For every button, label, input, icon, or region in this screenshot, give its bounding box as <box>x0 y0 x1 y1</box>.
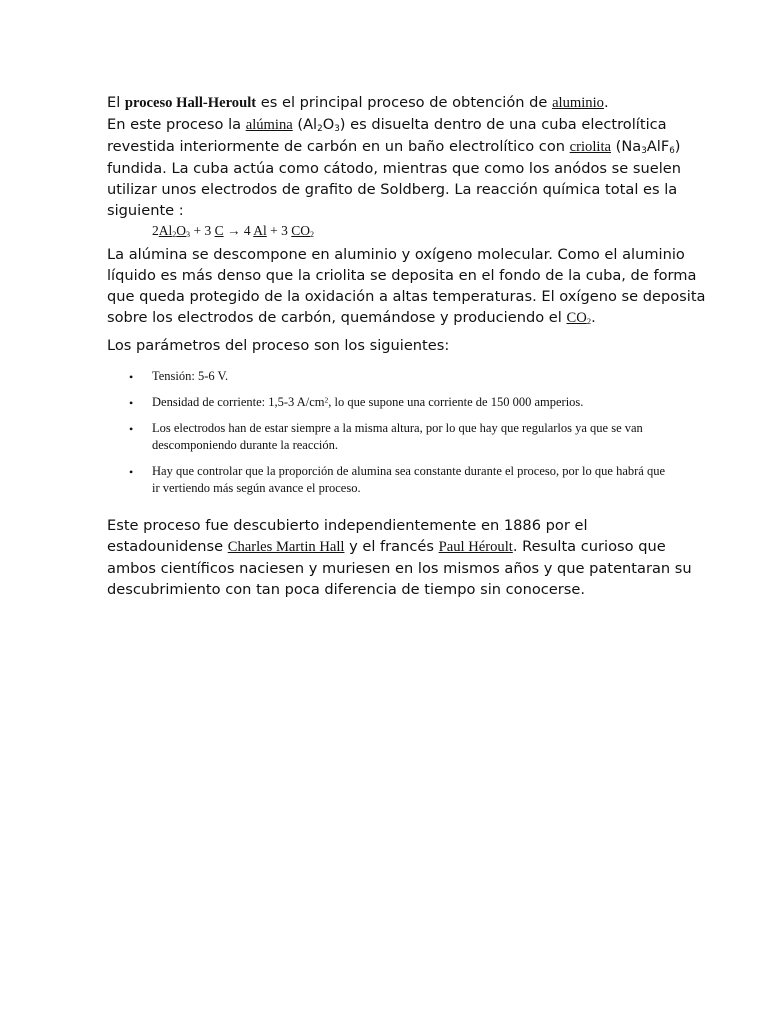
intro-line-2 <box>107 114 677 136</box>
text: En este proceso la <box>107 116 246 133</box>
list-item-text: , lo que supone una corriente de 150 000 amperios. <box>328 395 584 409</box>
subscript: 3 <box>186 230 191 240</box>
subscript: 2 <box>172 230 177 240</box>
text: El <box>107 94 125 111</box>
text: revestida interiormente de carbón en un baño electrolítico con <box>107 138 570 155</box>
link-aluminio[interactable]: aluminio <box>552 95 604 111</box>
chemical-equation <box>107 221 677 241</box>
subscript: 2 <box>586 316 592 327</box>
list-item-text: Tensión: 5-6 V. <box>152 369 229 383</box>
list-item <box>107 420 667 454</box>
bullet: • <box>129 465 134 479</box>
intro-line-1 <box>107 92 677 114</box>
text: . Resulta curioso que <box>512 538 666 555</box>
text: Al <box>158 223 173 238</box>
link-carbono[interactable]: C <box>214 223 224 238</box>
text: ) es disuelta dentro de una cuba electrolítica <box>339 116 667 133</box>
subscript: 2 <box>310 230 315 240</box>
link-criolita[interactable]: criolita <box>569 139 611 155</box>
link-alumina[interactable]: alúmina <box>245 117 293 133</box>
subscript: 3 <box>334 124 340 135</box>
list-item-text: Los electrodos han de estar siempre a la misma altura, por lo que hay que regularlos ya que se van descomponiendo durante la reacción. <box>152 421 643 452</box>
para2-line-4 <box>107 307 677 329</box>
text: y el francés <box>344 538 439 555</box>
list-item-text: Hay que controlar que la proporción de alumina sea constante durante el proceso, por lo que habrá que ir vertiendo más según avance el proceso. <box>152 464 666 495</box>
link-al[interactable]: Al <box>253 223 267 238</box>
text: O <box>176 223 187 238</box>
intro-line-6: siguiente : <box>107 202 184 219</box>
text: + 3 <box>190 223 215 238</box>
text: ) <box>674 138 681 155</box>
link-co2[interactable] <box>291 223 314 238</box>
para2-line-1: La alúmina se descompone en aluminio y oxígeno molecular. Como el aluminio <box>107 246 685 263</box>
text: estadounidense <box>107 538 228 555</box>
text: sobre los electrodos de carbón, quemándose y produciendo el <box>107 309 567 326</box>
process-name-bold: proceso Hall-Heroult <box>124 95 257 111</box>
text: es el principal proceso de obtención de <box>256 94 553 111</box>
link-charles-martin-hall[interactable]: Charles Martin Hall <box>227 539 345 555</box>
intro-line-4: fundida. La cuba actúa como cátodo, mientras que como los anódos se suelen <box>107 160 682 177</box>
bullet: • <box>129 396 134 410</box>
para3-line-1: Este proceso fue descubierto independientemente en 1886 por el <box>107 517 588 534</box>
params-heading <box>107 335 677 356</box>
text: CO <box>291 223 311 238</box>
para2-line-2: líquido es más denso que la criolita se deposita en el fondo de la cuba, de forma <box>107 267 697 284</box>
bullet: • <box>129 422 134 436</box>
subscript: 3 <box>641 146 647 157</box>
superscript: 2 <box>324 395 329 405</box>
third-paragraph <box>107 515 692 600</box>
text: + 3 <box>266 223 292 238</box>
para3-line-3: ambos científicos naciesen y muriesen en los mismos años y que patentaran su <box>107 560 692 577</box>
link-al2o3[interactable] <box>159 223 190 238</box>
subscript: 2 <box>317 124 323 135</box>
intro-line-5: utilizar unos electrodos de grafito de Soldberg. La reacción química total es la <box>107 181 678 198</box>
text: (Al <box>292 116 318 133</box>
text: → 4 <box>223 223 254 238</box>
list-item <box>107 394 667 411</box>
text: . <box>603 94 609 111</box>
link-paul-heroult[interactable]: Paul Héroult <box>438 539 513 555</box>
list-item <box>107 463 667 497</box>
list-item-text: Densidad de corriente: 1,5-3 A/cm <box>152 395 325 409</box>
intro-paragraph <box>107 92 682 241</box>
text: (Na <box>611 138 642 155</box>
link-co2-2[interactable] <box>566 310 591 326</box>
para3-line-2 <box>107 536 677 558</box>
text: . <box>591 309 596 326</box>
text: 2 <box>152 223 159 238</box>
para2-line-3: que queda protegido de la oxidación a altas temperaturas. El oxígeno se deposita <box>107 288 706 305</box>
bullet: • <box>129 370 134 384</box>
text: O <box>322 116 335 133</box>
list-item <box>107 368 667 385</box>
second-paragraph <box>107 244 706 329</box>
intro-line-3 <box>107 136 681 158</box>
params-heading-text: Los parámetros del proceso son los siguientes: <box>107 337 450 354</box>
text: AlF <box>646 138 670 155</box>
para3-line-4: descubrimiento con tan poca diferencia de tiempo sin conocerse. <box>107 581 586 598</box>
text: CO <box>566 310 587 326</box>
params-list <box>107 368 667 506</box>
subscript: 6 <box>669 146 675 157</box>
